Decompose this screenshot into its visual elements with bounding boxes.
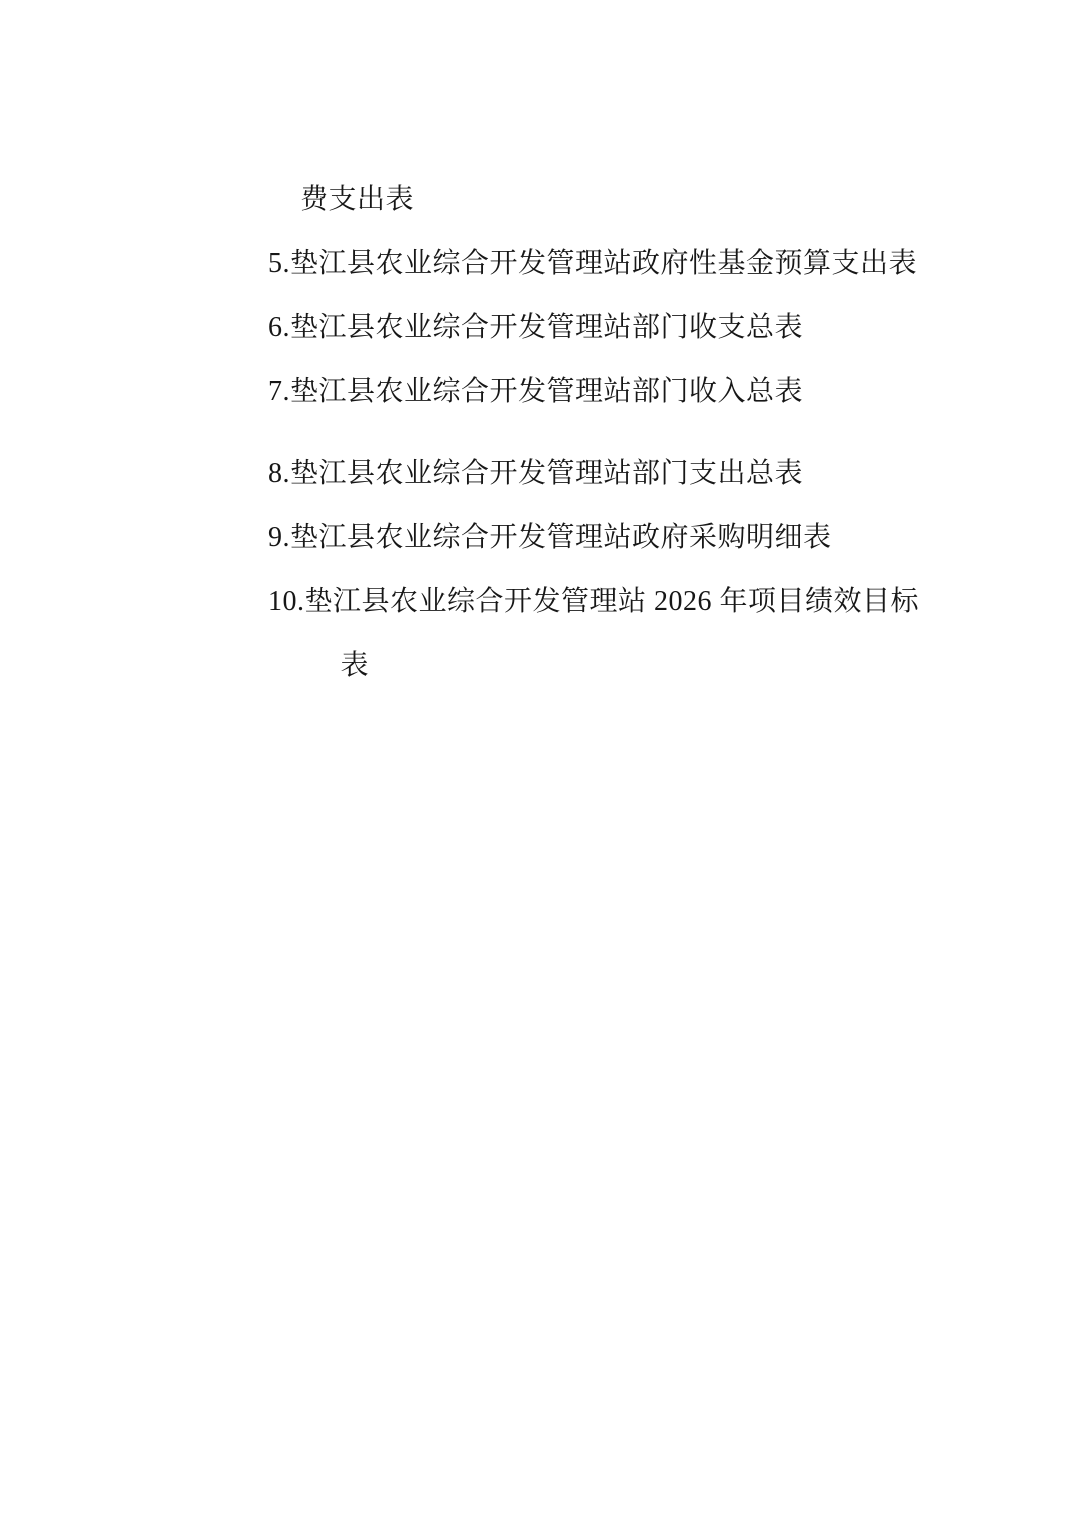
document-content xyxy=(268,168,968,698)
list-item xyxy=(268,442,968,506)
list-item-label: 垫江县农业综合开发管理站部门支出总表 xyxy=(290,458,804,489)
list-item-label: 垫江县农业综合开发管理站政府性基金预算支出表 xyxy=(290,248,918,279)
list-item-text-wrapped-line: 表 xyxy=(340,650,370,681)
list-item-label: 垫江县农业综合开发管理站政府采购明细表 xyxy=(290,522,832,553)
list-item xyxy=(268,506,968,570)
list-item-label xyxy=(305,570,969,698)
list-item-number: 5. xyxy=(268,248,290,279)
list-item-label: 垫江县农业综合开发管理站部门收支总表 xyxy=(290,312,804,343)
continued-text-line: 费支出表 xyxy=(300,184,415,215)
list-item-number: 10. xyxy=(268,586,305,617)
list-item xyxy=(268,232,968,296)
list-item-label: 垫江县农业综合开发管理站部门收入总表 xyxy=(290,376,804,407)
list-item-text-first-line: 垫江县农业综合开发管理站 2026 年项目绩效目标 xyxy=(304,586,920,617)
list-item-number: 6. xyxy=(268,312,290,343)
list-item-number: 8. xyxy=(268,458,290,489)
list-item-number: 7. xyxy=(268,376,290,407)
list-item-number: 9. xyxy=(268,522,290,553)
list-item xyxy=(268,296,968,360)
list-item xyxy=(268,360,968,424)
list-item xyxy=(268,570,968,698)
